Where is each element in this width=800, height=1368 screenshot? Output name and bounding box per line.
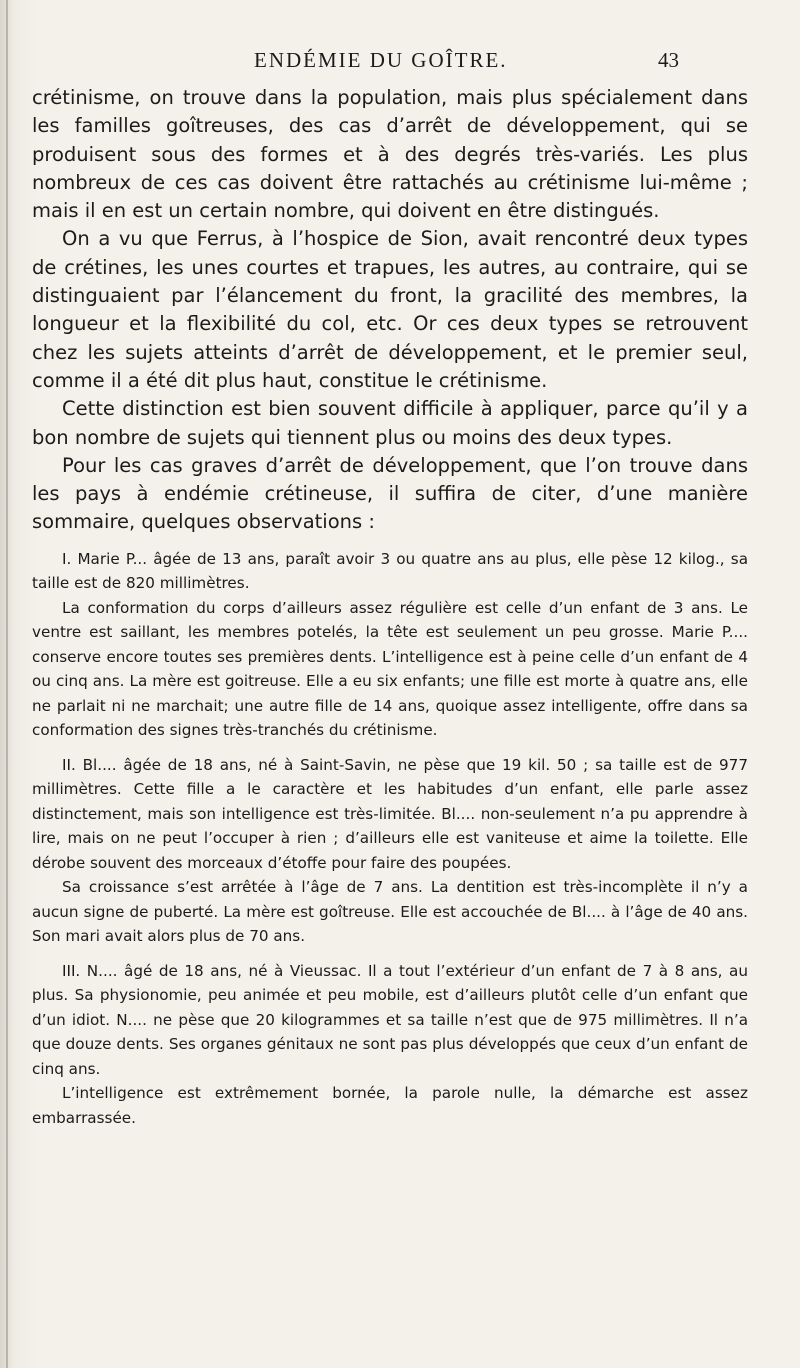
page-body — [32, 84, 748, 1130]
binding-gutter — [6, 0, 8, 1368]
page-number: 43 — [658, 48, 679, 72]
paragraph-3: Cette distinction est bien souvent difficile à appliquer, parce qu’il y a bon nombre de sujets qui tiennent plus ou moins des deux types. — [32, 397, 748, 449]
observation-1-intro: I. Marie P... âgée de 13 ans, paraît avoir 3 ou quatre ans au plus, elle pèse 12 kilog., sa taille est de 820 millimètres. — [32, 549, 748, 593]
observation-2-intro: II. Bl.... âgée de 18 ans, né à Saint-Savin, ne pèse que 19 kil. 50 ; sa taille est de 977 millimètres. Cette fille a le caractère et les habitudes d’un enfant, elle parle assez distinctement, mais son intelligence est très-limitée. Bl.... non-seulement n’a pu apprendre à lire, mais on ne peut l’occuper à rien ; d’ailleurs elle est vaniteuse et aime la toilette. Elle dérobe souvent des morceaux d’étoffe pour faire des poupées. — [32, 755, 748, 872]
paragraph-1: crétinisme, on trouve dans la population, mais plus spécialement dans les familles goîtreuses, des cas d’arrêt de développement, qui se produisent sous des formes et à des degrés très-variés. Les plus nombreux de ces cas doivent être rattachés au crétinisme lui-même ; mais il en est un certain nombre, qui doivent en être distingués. — [32, 86, 748, 223]
running-head: ENDÉMIE DU GOÎTRE. — [254, 48, 508, 72]
paragraph-2: On a vu que Ferrus, à l’hospice de Sion, avait rencontré deux types de crétines, les unes courtes et trapues, les autres, au contraire, qui se distinguaient par l’élancement du front, la gracilité des membres, la longueur et la flexibilité du col, etc. Or ces deux types se retrouvent chez les sujets atteints d’arrêt de développement, et le premier seul, comme il a été dit plus haut, constitue le crétinisme. — [32, 227, 748, 392]
observation-3-intro: III. N.... âgé de 18 ans, né à Vieussac. Il a tout l’extérieur d’un enfant de 7 à 8 ans, au plus. Sa physionomie, peu animée et peu mobile, est d’ailleurs plutôt celle d’un enfant que d’un idiot. N.... ne pèse que 20 kilogrammes et sa taille n’est que de 975 millimètres. Il n’a que douze dents. Ses organes génitaux ne sont pas plus développés que ceux d’un enfant de cinq ans. — [32, 961, 748, 1078]
paragraph-4: Pour les cas graves d’arrêt de développement, que l’on trouve dans les pays à endémie crétineuse, il suffira de citer, d’une manière sommaire, quelques observations : — [32, 453, 748, 534]
observation-2-body: Sa croissance s’est arrêtée à l’âge de 7 ans. La dentition est très-incomplète il n’y a aucun signe de puberté. La mère est goîtreuse. Elle est accouchée de Bl.... à l’âge de 40 ans. Son mari avait alors plus de 70 ans. — [32, 878, 748, 946]
observations-block — [32, 547, 748, 1131]
observation-3-body: L’intelligence est extrêmement bornée, la parole nulle, la démarche est assez embarrassée. — [32, 1084, 748, 1127]
page-header — [0, 48, 800, 78]
observation-1-body: La conformation du corps d’ailleurs assez régulière est celle d’un enfant de 3 ans. Le ventre est saillant, les membres potelés, la tête est seulement un peu grosse. Marie P.... conserve encore toutes ses premières dents. L’intelligence est à peine celle d’un enfant de 4 ou cinq ans. La mère est goitreuse. Elle a eu six enfants; une fille est morte à quatre ans, elle ne parlait ni ne marchait; une autre fille de 14 ans, quoique assez intelligente, offre dans sa conformation des signes très-tranchés du crétinisme. — [32, 598, 748, 740]
